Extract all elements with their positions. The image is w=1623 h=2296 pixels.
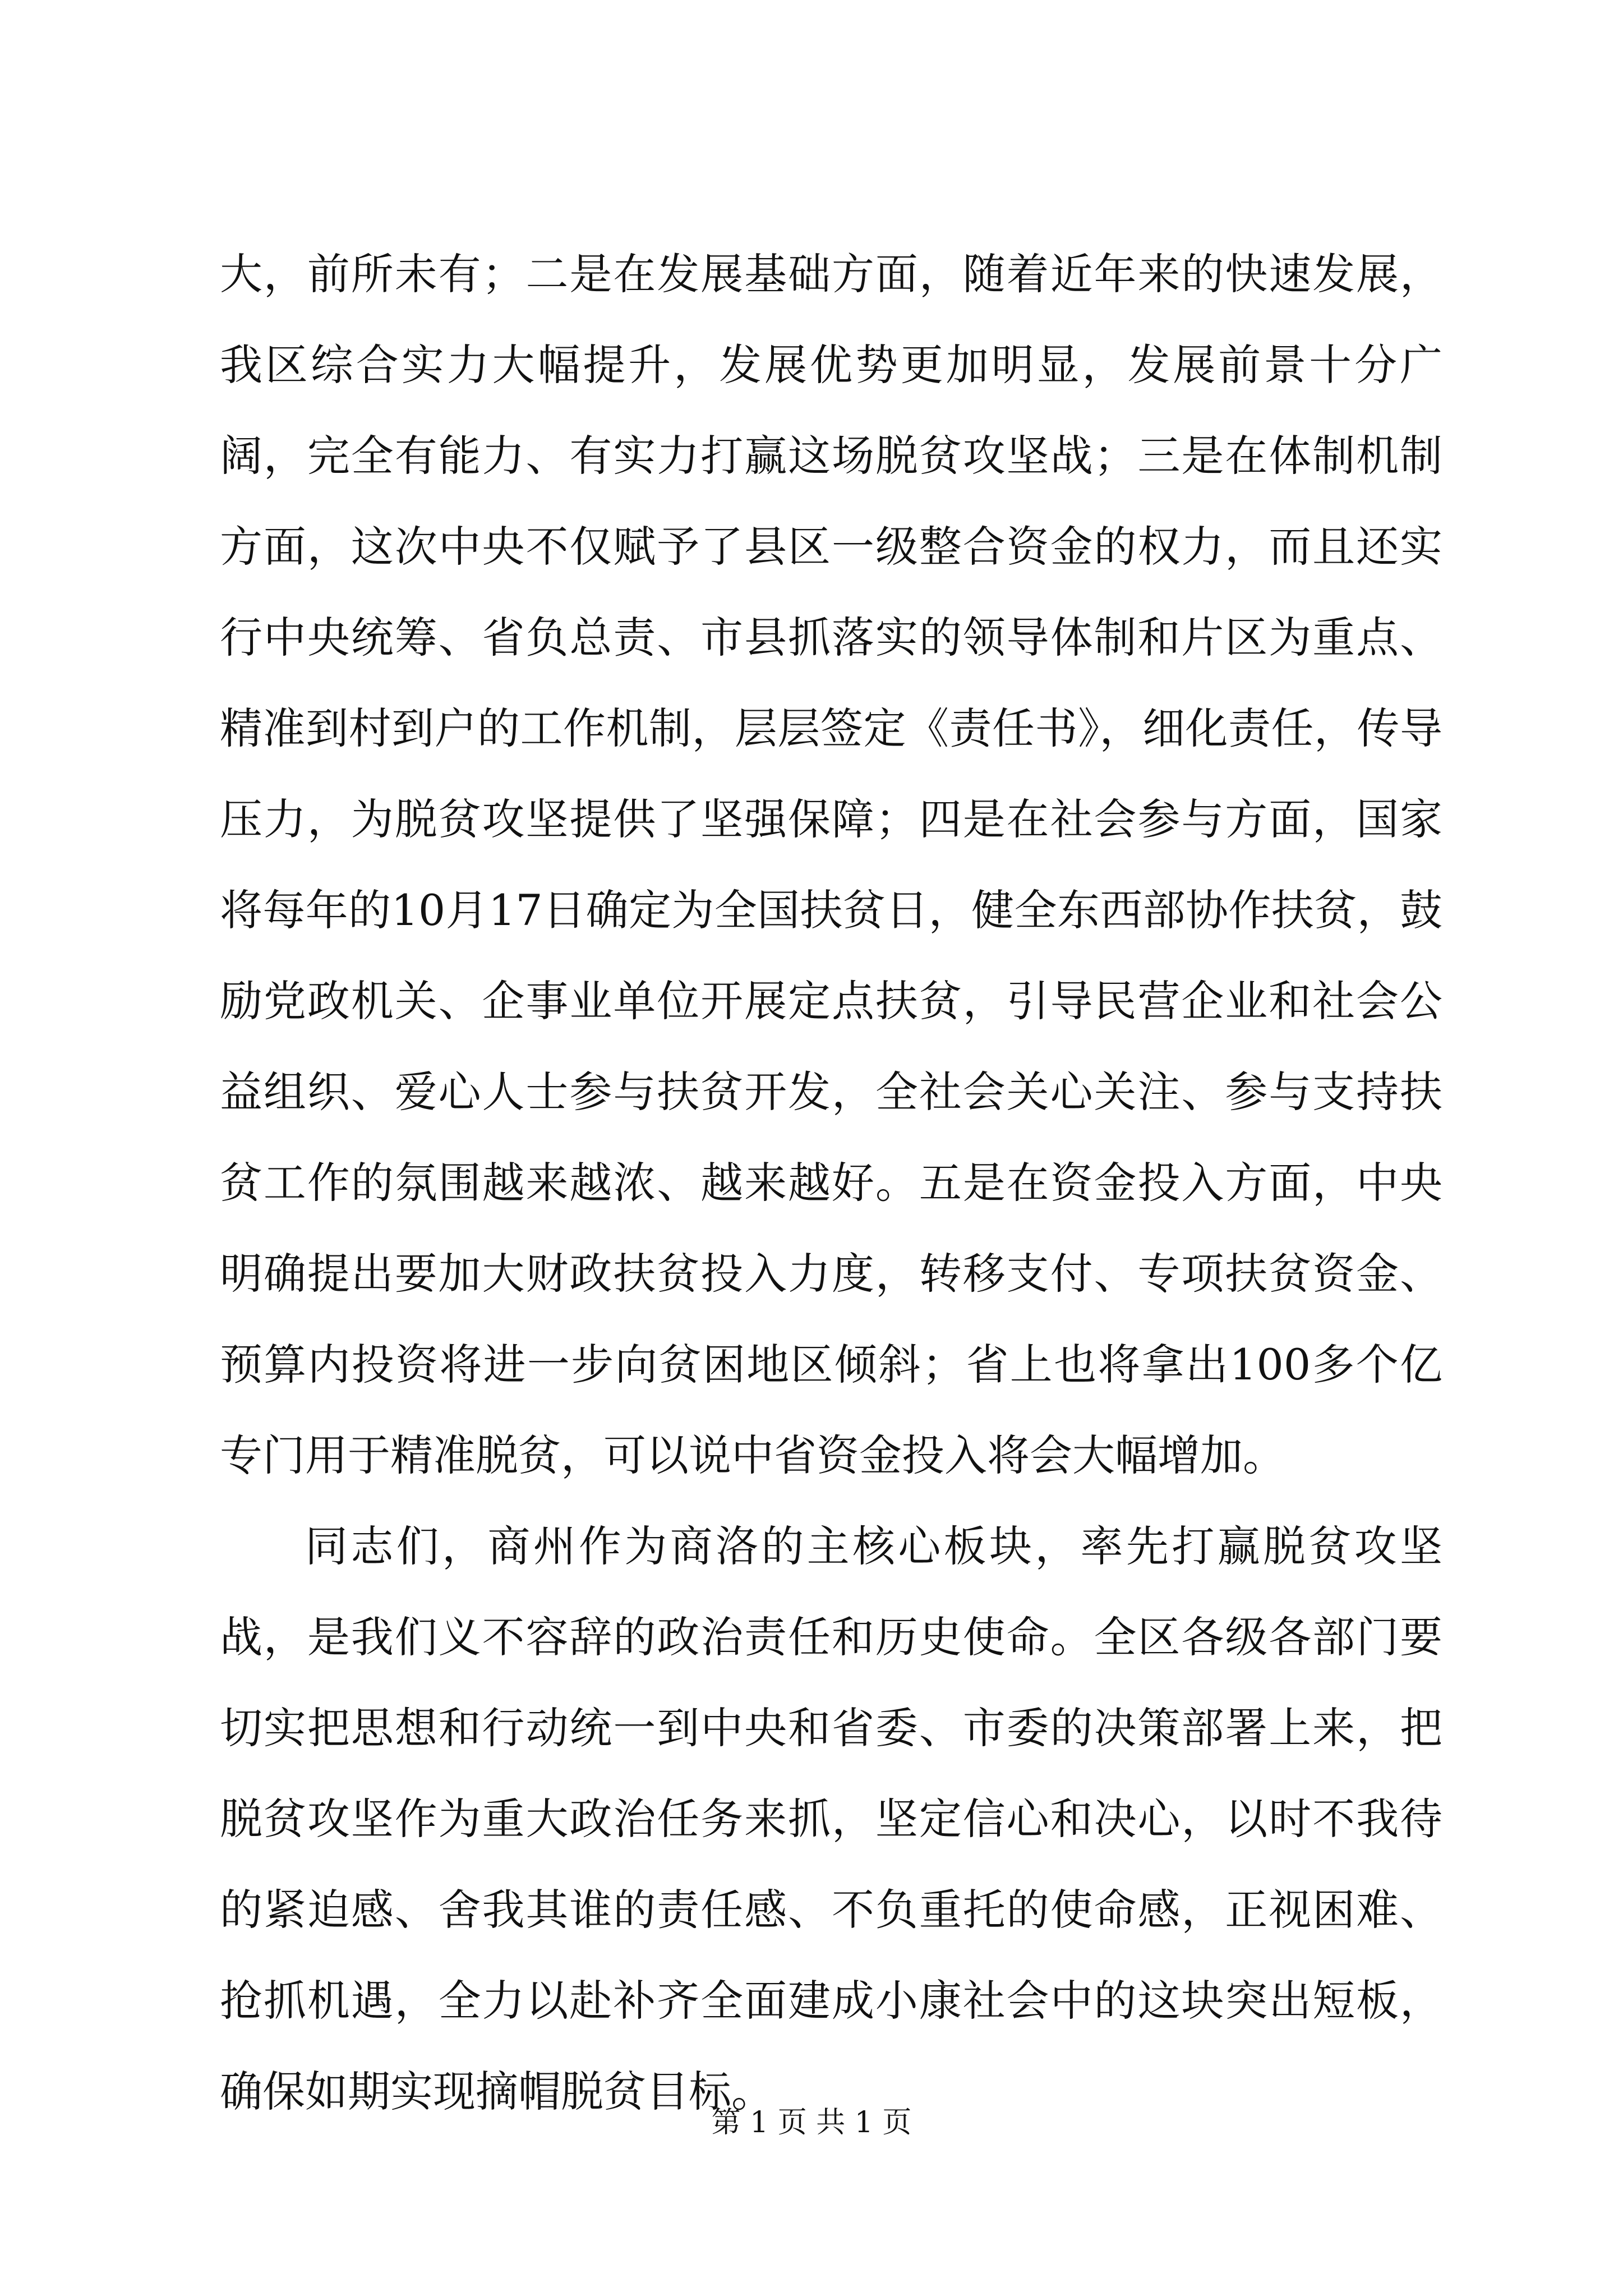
document-body: [220, 229, 1442, 2137]
paragraph-1: 大，前所未有；二是在发展基础方面，随着近年来的快速发展，我区综合实力大幅提升，发展优势更加明显，发展前景十分广阔，完全有能力、有实力打赢这场脱贫攻坚战；三是在体制机制方面，这次中央不仅赋予了县区一级整合资金的权力，而且还实行中央统筹、省负总责、市县抓落实的领导体制和片区为重点、精准到村到户的工作机制，层层签定《责任书》，细化责任，传导压力，为脱贫攻坚提供了坚强保障；四是在社会参与方面，国家将每年的10月17日确定为全国扶贫日，健全东西部协作扶贫，鼓励党政机关、企事业单位开展定点扶贫，引导民营企业和社会公益组织、爱心人士参与扶贫开发，全社会关心关注、参与支持扶贫工作的氛围越来越浓、越来越好。五是在资金投入方面，中央明确提出要加大财政扶贫投入力度，转移支付、专项扶贫资金、预算内投资将进一步向贫困地区倾斜；省上也将拿出100多个亿专门用于精准脱贫，可以说中省资金投入将会大幅增加。: [220, 249, 1442, 1480]
page-footer: 第 1 页 共 1 页: [711, 2106, 912, 2139]
paragraph-2: 同志们，商州作为商洛的主核心板块，率先打赢脱贫攻坚战，是我们义不容辞的政治责任和历史使命。全区各级各部门要切实把思想和行动统一到中央和省委、市委的决策部署上来，把脱贫攻坚作为重大政治任务来抓，坚定信心和决心，以时不我待的紧迫感、舍我其谁的责任感、不负重托的使命感，正视困难、抢抓机遇，全力以赴补齐全面建成小康社会中的这块突出短板，确保如期实现摘帽脱贫目标。: [220, 1521, 1442, 2116]
